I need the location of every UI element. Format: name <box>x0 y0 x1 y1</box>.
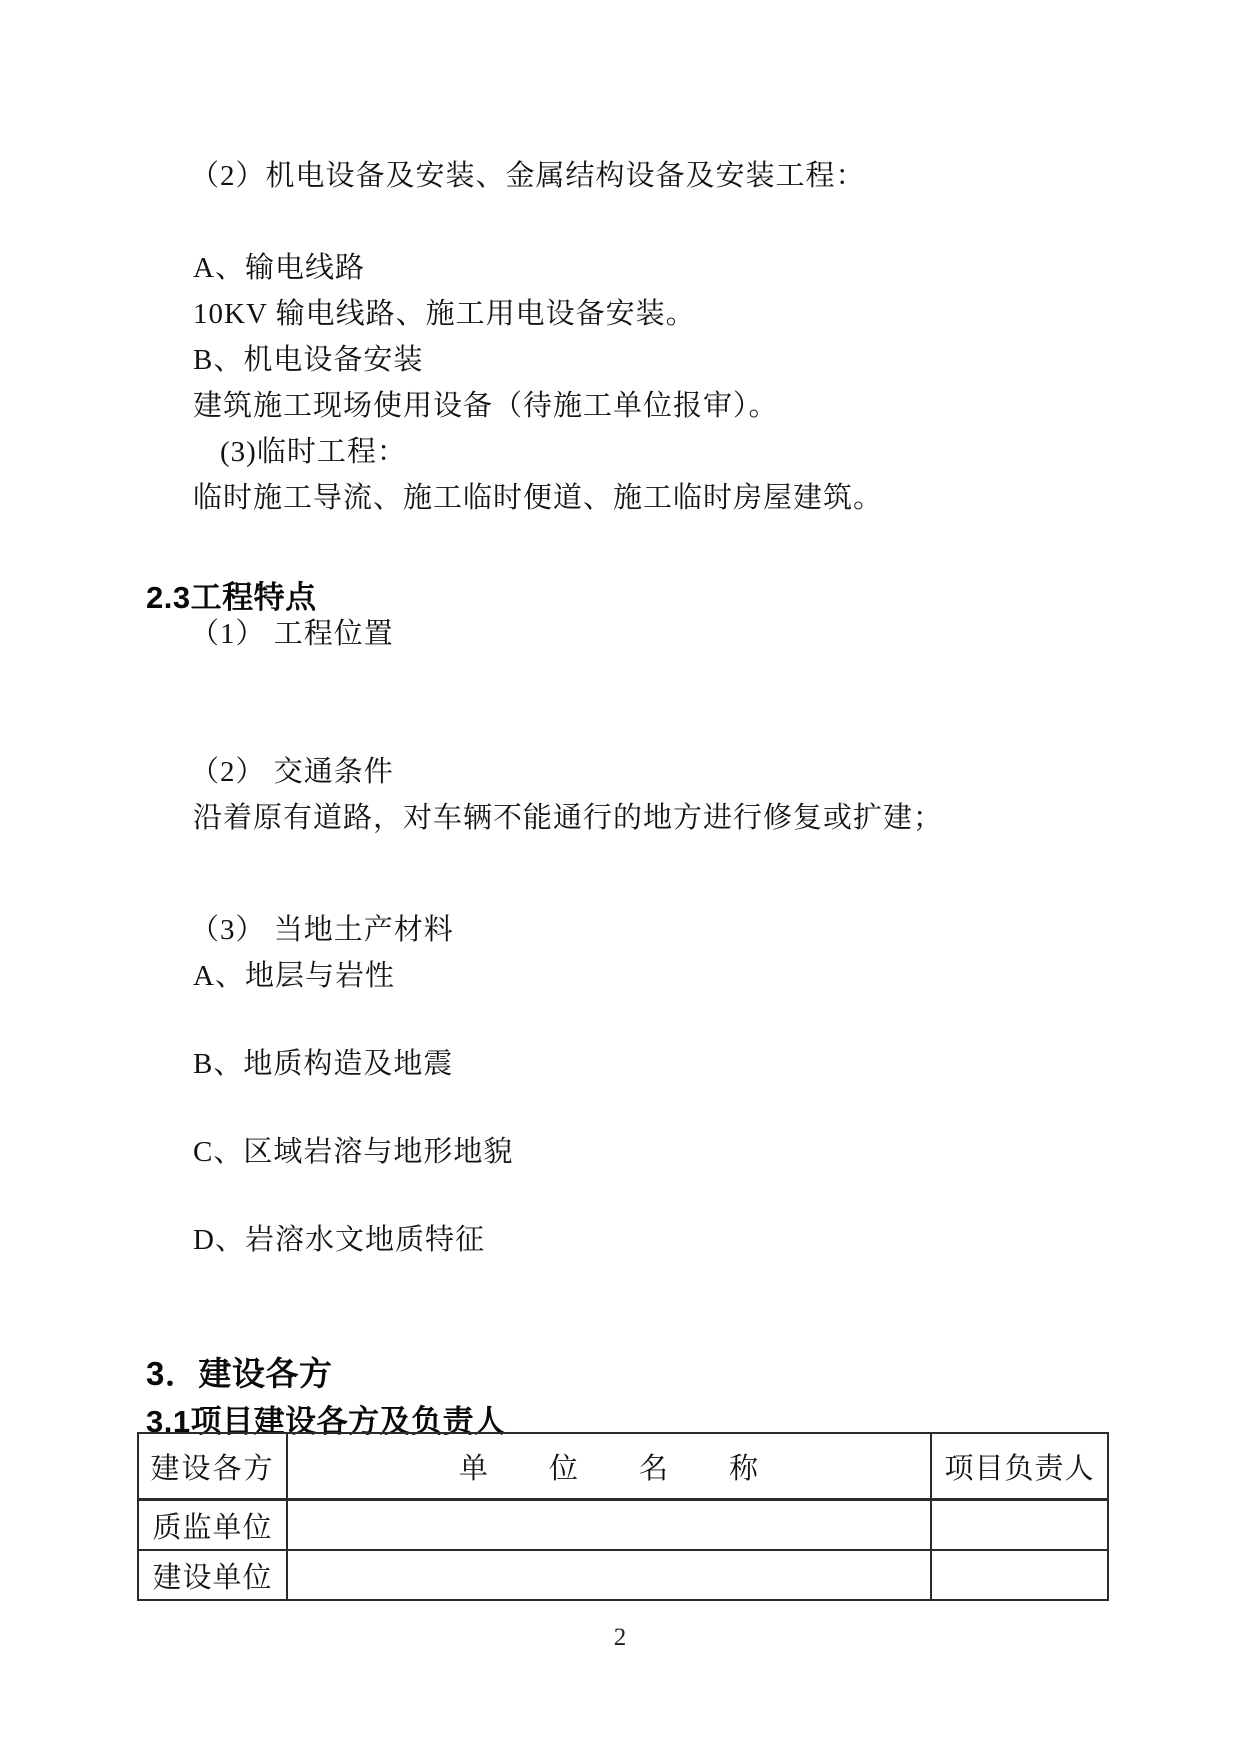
paragraph-item-location: （1） 工程位置 <box>190 618 394 650</box>
paragraph-power-line-label: A、输电线路 <box>193 252 365 284</box>
paragraph-equipment-intro: （2）机电设备及安装、金属结构设备及安装工程： <box>190 160 866 192</box>
paragraph-item-materials: （3） 当地土产材料 <box>190 914 454 946</box>
paragraph-strata-label: A、地层与岩性 <box>193 960 395 992</box>
table-header-row <box>138 1433 1108 1500</box>
cell-leader <box>931 1550 1108 1600</box>
paragraph-hydro-label: D、岩溶水文地质特征 <box>193 1224 485 1256</box>
project-parties-table <box>137 1432 1109 1601</box>
section-heading-2-3: 2.3工程特点 <box>146 580 317 615</box>
cell-party: 建设单位 <box>138 1550 287 1600</box>
cell-unit-name <box>287 1500 931 1551</box>
table-header-party: 建设各方 <box>138 1433 287 1500</box>
table-row <box>138 1500 1108 1551</box>
paragraph-temp-works-desc: 临时施工导流、施工临时便道、施工临时房屋建筑。 <box>193 482 884 514</box>
paragraph-mech-install-label: B、机电设备安装 <box>193 344 424 376</box>
paragraph-temp-works-label: (3)临时工程： <box>220 436 407 468</box>
paragraph-traffic-desc: 沿着原有道路，对车辆不能通行的地方进行修复或扩建； <box>193 802 944 834</box>
section-heading-3-1: 3.1项目建设各方及负责人 <box>146 1404 506 1439</box>
paragraph-karst-label: C、区域岩溶与地形地貌 <box>193 1136 514 1168</box>
table-header-leader: 项目负责人 <box>931 1433 1108 1500</box>
page-number: 2 <box>613 1624 627 1651</box>
cell-party: 质监单位 <box>138 1500 287 1551</box>
paragraph-power-line-desc: 10KV 输电线路、施工用电设备安装。 <box>193 298 696 330</box>
cell-unit-name <box>287 1550 931 1600</box>
paragraph-geology-label: B、地质构造及地震 <box>193 1048 454 1080</box>
cell-leader <box>931 1500 1108 1551</box>
table-header-unit-name: 单 位 名 称 <box>287 1433 931 1500</box>
paragraph-mech-install-desc: 建筑施工现场使用设备（待施工单位报审）。 <box>193 390 779 422</box>
section-heading-3: 3．建设各方 <box>146 1355 333 1392</box>
paragraph-item-traffic: （2） 交通条件 <box>190 756 394 788</box>
table-row <box>138 1550 1108 1600</box>
